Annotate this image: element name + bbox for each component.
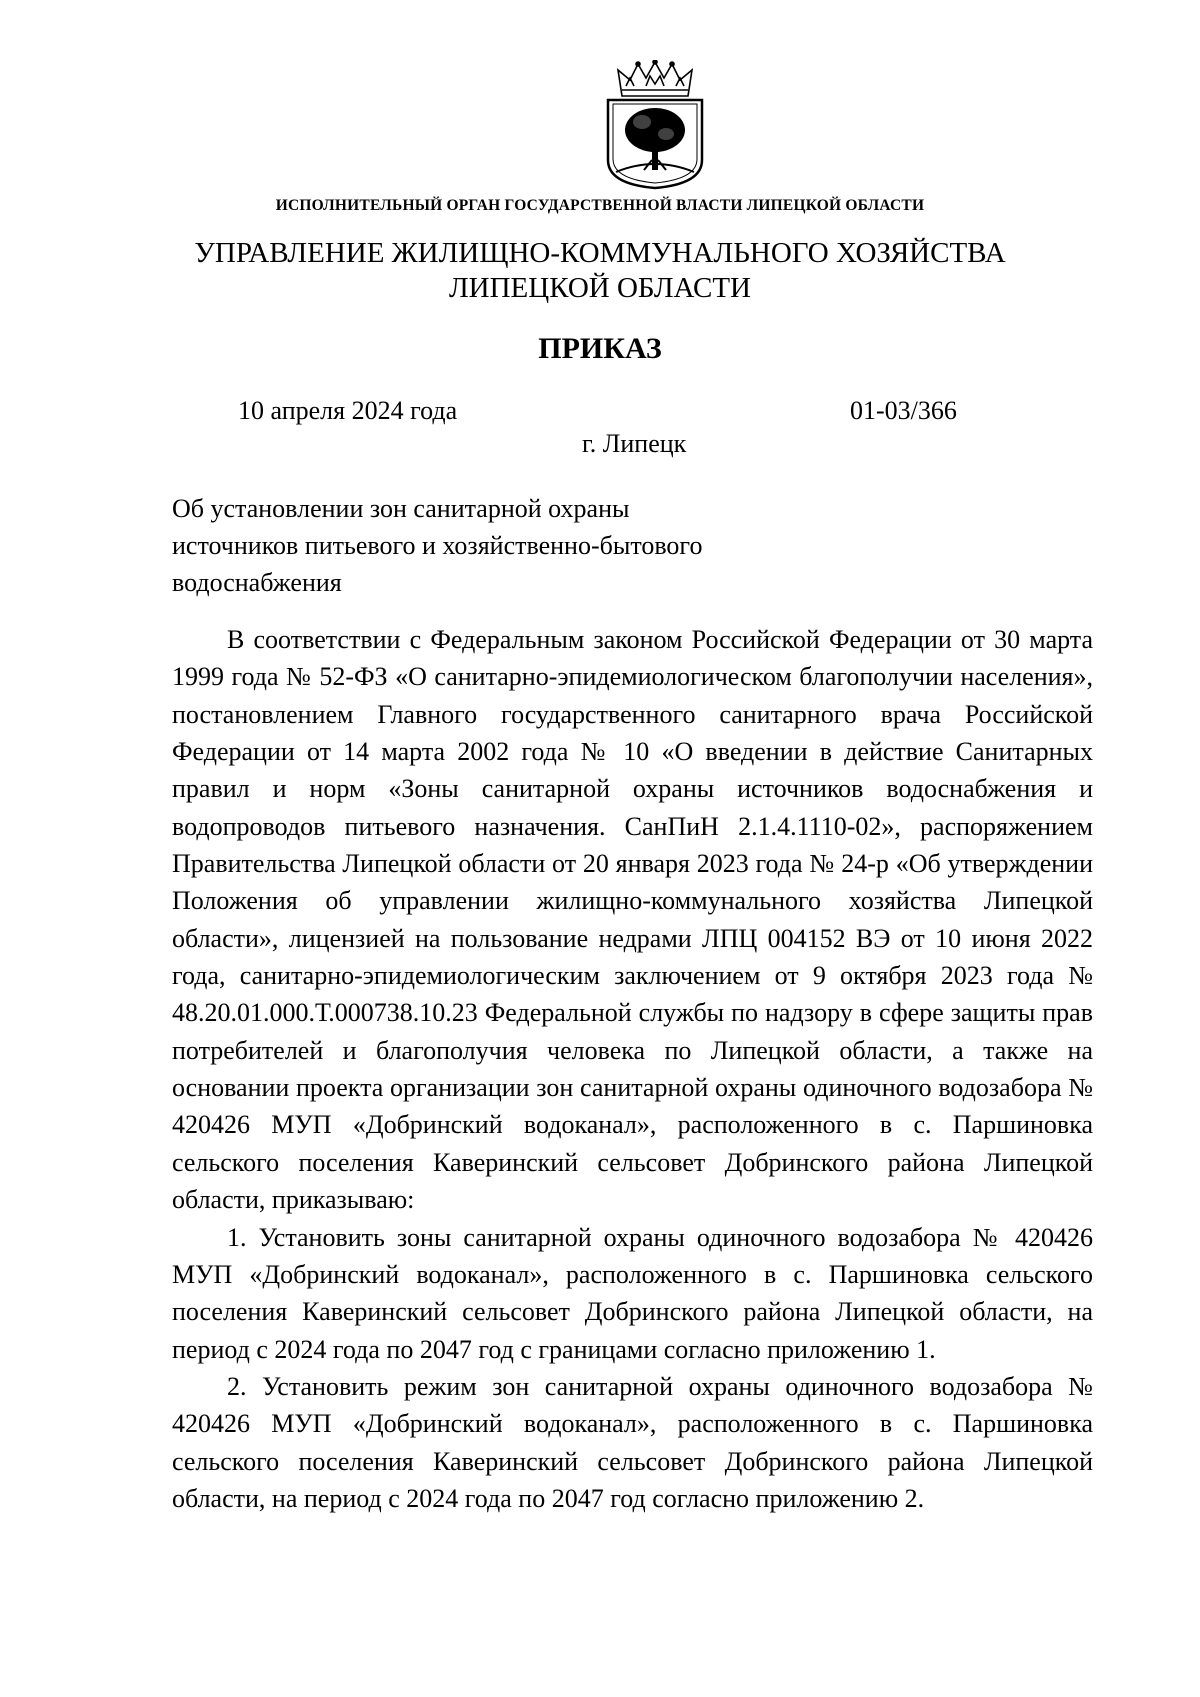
document-subject bbox=[172, 490, 702, 601]
agency-name: ИСПОЛНИТЕЛЬНЫЙ ОРГАН ГОСУДАРСТВЕННОЙ ВЛАСТИ ЛИПЕЦКОЙ ОБЛАСТИ bbox=[275, 197, 925, 214]
document-body bbox=[172, 621, 1093, 1517]
document-type: ПРИКАЗ bbox=[538, 332, 662, 365]
preamble-paragraph: В соответствии с Федеральным законом Российской Федерации от 30 марта 1999 года № 52-ФЗ «О санитарно-эпидемиологическом благополучии населения», постановлением Главного государственного санитарного врача Российской Федерации от 14 марта 2002 года № 10 «О введении в действие Санитарных правил и норм «Зоны санитарной охраны источников водоснабжения и водопроводов питьевого назначения. СанПиН 2.1.4.1110-02», распоряжением Правительства Липецкой области от 20 января 2023 года № 24-р «Об утверждении Положения об управлении жилищно-коммунального хозяйства Липецкой области», лицензией на пользование недрами ЛПЦ 004152 ВЭ от 10 июня 2022 года, санитарно-эпидемиологическим заключением от 9 октября 2023 года № 48.20.01.000.Т.000738.10.23 Федеральной службы по надзору в сфере защиты прав потребителей и благополучия человека по Липецкой области, а также на основании проекта организации зон санитарной охраны одиночного водозабора № 420426 МУП «Добринский водоканал», расположенного в с. Паршиновка сельского поселения Каверинский сельсовет Добринского района Липецкой области, приказываю: bbox=[172, 625, 1093, 1215]
order-item-2: 2. Установить режим зон санитарной охраны одиночного водозабора № 420426 МУП «Добринский водоканал», расположенного в с. Паршиновка сельского поселения Каверинский сельсовет Добринского района Липецкой области, на период с 2024 года по 2047 год согласно приложению 2. bbox=[172, 1371, 1093, 1513]
subject-line-1: Об установлении зон санитарной охраны bbox=[172, 494, 630, 523]
subject-line-3: водоснабжения bbox=[172, 568, 342, 597]
subject-line-2: источников питьевого и хозяйственно-бытового bbox=[172, 531, 703, 560]
document-date: 10 апреля 2024 года bbox=[238, 396, 458, 425]
department-line-2: ЛИПЕЦКОЙ ОБЛАСТИ bbox=[448, 272, 751, 304]
department-name bbox=[0, 236, 1200, 306]
coat-of-arms-icon bbox=[600, 60, 710, 190]
department-line-1: УПРАВЛЕНИЕ ЖИЛИЩНО-КОММУНАЛЬНОГО ХОЗЯЙСТВА bbox=[194, 237, 1006, 269]
order-item-1: 1. Установить зоны санитарной охраны одиночного водозабора № 420426 МУП «Добринский водоканал», расположенного в с. Паршиновка сельского поселения Каверинский сельсовет Добринского района Липецкой области, на период с 2024 года по 2047 год с границами согласно приложению 1. bbox=[172, 1222, 1093, 1364]
document-city: г. Липецк bbox=[582, 429, 687, 458]
document-number: 01-03/366 bbox=[850, 396, 957, 425]
